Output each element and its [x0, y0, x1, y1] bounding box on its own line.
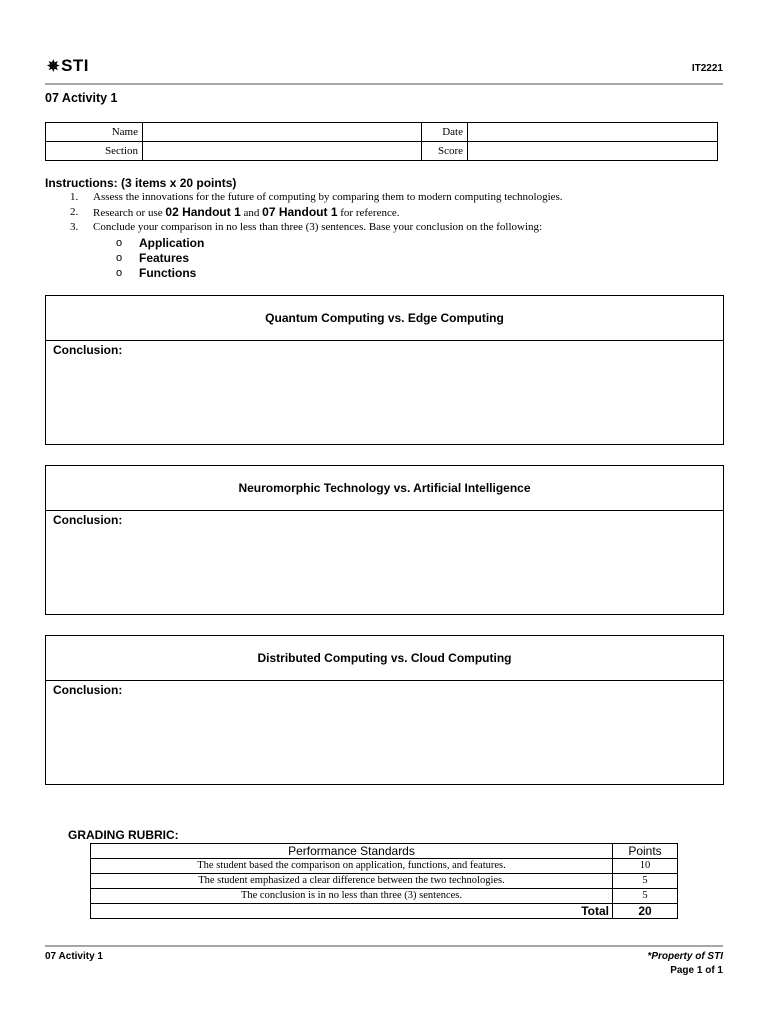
total-value: 20 — [613, 904, 678, 919]
instruction-number: 2. — [70, 206, 79, 218]
conclusion-area[interactable] — [46, 681, 723, 699]
footer-doc-title: 07 Activity 1 — [45, 951, 103, 962]
rubric-title: GRADING RUBRIC: — [68, 828, 179, 842]
rubric-standard: The student emphasized a clear difference between the two technologies. — [91, 874, 613, 889]
bullet-text: Application — [139, 236, 205, 250]
comparison-title: Quantum Computing vs. Edge Computing — [46, 296, 723, 341]
name-label: Name — [46, 123, 143, 142]
rubric-row — [91, 859, 678, 874]
conclusion-label: Conclusion: — [53, 343, 123, 357]
footer-property: *Property of STI — [647, 951, 723, 962]
instruction-text-part: for reference. — [337, 207, 400, 219]
conclusion-label: Conclusion: — [53, 683, 123, 697]
instruction-number: 3. — [70, 221, 79, 233]
sti-logo — [47, 56, 89, 76]
rubric-points: 5 — [613, 889, 678, 904]
comparison-box-2 — [45, 465, 724, 615]
standards-header: Performance Standards — [91, 844, 613, 859]
bullet-marker: o — [116, 237, 123, 249]
rubric-points: 10 — [613, 859, 678, 874]
conclusion-label: Conclusion: — [53, 513, 123, 527]
rubric-header-row — [91, 844, 678, 859]
student-info-table — [45, 122, 718, 161]
comparison-box-3 — [45, 635, 724, 785]
handout-ref-1: 02 Handout 1 — [165, 205, 241, 219]
instructions-title: Instructions: (3 items x 20 points) — [45, 176, 237, 190]
bullet-marker: o — [116, 267, 123, 279]
conclusion-area[interactable] — [46, 341, 723, 359]
sti-emblem-icon: ✵ — [47, 58, 61, 75]
info-row-name — [46, 123, 718, 142]
info-row-section — [46, 142, 718, 161]
footer-divider — [45, 945, 723, 947]
document-code: IT2221 — [691, 63, 723, 74]
comparison-title: Neuromorphic Technology vs. Artificial Intelligence — [46, 466, 723, 511]
section-field[interactable] — [143, 142, 422, 161]
handout-ref-2: 07 Handout 1 — [262, 205, 338, 219]
rubric-row — [91, 889, 678, 904]
conclusion-area[interactable] — [46, 511, 723, 529]
name-field[interactable] — [143, 123, 422, 142]
rubric-row — [91, 874, 678, 889]
grading-rubric-table — [90, 843, 678, 919]
bullet-text: Functions — [139, 266, 197, 280]
score-label: Score — [422, 142, 468, 161]
rubric-total-row — [91, 904, 678, 919]
rubric-standard: The conclusion is in no less than three (3) sentences. — [91, 889, 613, 904]
instruction-text-part: Research or use — [93, 207, 166, 219]
logo-text: STI — [61, 56, 90, 75]
comparison-title: Distributed Computing vs. Cloud Computing — [46, 636, 723, 681]
instruction-text — [93, 205, 399, 219]
bullet-text: Features — [139, 251, 190, 265]
instruction-text: Assess the innovations for the future of computing by comparing them to modern computing technologies. — [93, 191, 563, 203]
instruction-text-part: and — [240, 207, 263, 219]
instruction-text: Conclude your comparison in no less than three (3) sentences. Base your conclusion on the following: — [93, 221, 543, 233]
date-field[interactable] — [468, 123, 718, 142]
comparison-box-1 — [45, 295, 724, 445]
rubric-standard: The student based the comparison on application, functions, and features. — [91, 859, 613, 874]
instruction-number: 1. — [70, 191, 79, 203]
total-label: Total — [91, 904, 613, 919]
header-divider — [45, 83, 723, 85]
rubric-points: 5 — [613, 874, 678, 889]
points-header: Points — [613, 844, 678, 859]
section-label: Section — [46, 142, 143, 161]
date-label: Date — [422, 123, 468, 142]
bullet-marker: o — [116, 252, 123, 264]
footer-page-number: Page 1 of 1 — [670, 965, 723, 976]
activity-title: 07 Activity 1 — [45, 91, 118, 105]
score-field[interactable] — [468, 142, 718, 161]
